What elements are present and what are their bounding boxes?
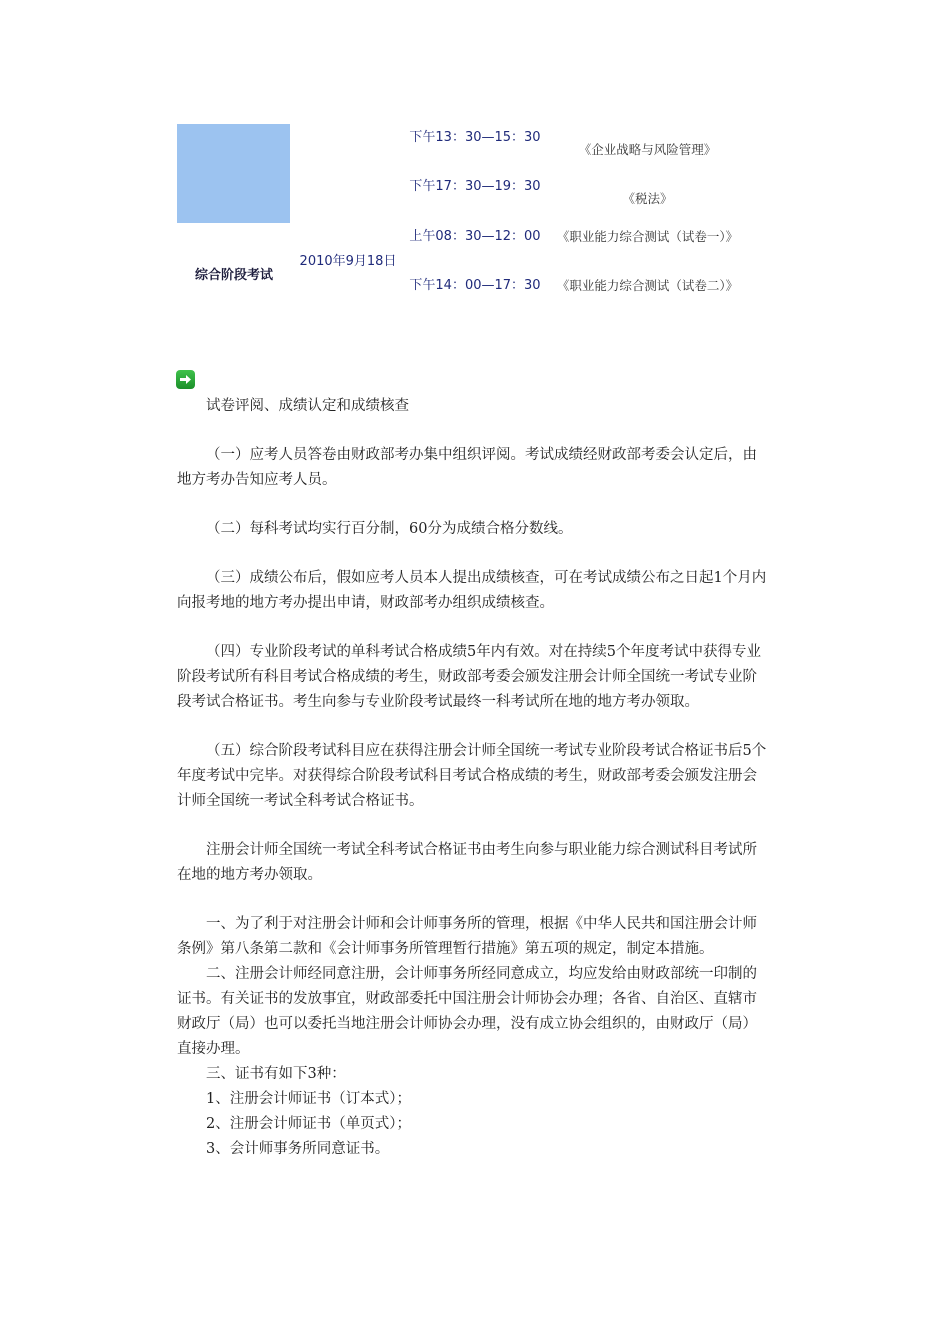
list-item: 1、注册会计师证书（订本式）； [206,1091,411,1107]
paragraph: （五）综合阶段考试科目应在获得注册会计师全国统一考试专业阶段考试合格证书后5个年度考试中完毕。对获得综合阶段考试科目考试合格成绩的考生，财政部考委会颁发注册会计师全国统一考试全科考试合格证书。 [177,743,767,809]
schedule-time: 下午17：30—19：30 [409,179,541,194]
paragraph: （一）应考人员答卷由财政部考办集中组织评阅。考试成绩经财政部考委会认定后，由地方考办告知应考人员。 [177,447,757,488]
paragraph: （二）每科考试均实行百分制，60分为成绩合格分数线。 [206,521,573,537]
list-item: 2、注册会计师证书（单页式）； [206,1116,411,1132]
schedule-subject: 《职业能力综合测试（试卷二）》 [556,278,739,293]
exam-stage-label: 综合阶段考试 [194,268,273,283]
section-title: 试卷评阅、成绩认定和成绩核查 [206,398,409,414]
image-placeholder [177,124,290,223]
paragraph: （四）专业阶段考试的单科考试合格成绩5年内有效。对在持续5个年度考试中获得专业阶段考试所有科目考试合格成绩的考生，财政部考委会颁发注册会计师全国统一考试专业阶段考试合格证书。考生向参与专业阶段考试最终一科考试所在地的地方考办领取。 [177,644,761,710]
schedule-time: 下午14：00—17：30 [409,278,541,293]
list-item: 3、会计师事务所同意证书。 [206,1141,390,1157]
paragraph: 一、为了利于对注册会计师和会计师事务所的管理，根据《中华人民共和国注册会计师条例》第八条第二款和《会计师事务所管理暂行措施》第五项的规定，制定本措施。 [177,916,757,957]
arrow-right-icon[interactable] [176,370,195,389]
schedule-subject: 《企业战略与风险管理》 [578,142,717,157]
schedule-subject: 《职业能力综合测试（试卷一）》 [556,229,739,244]
paragraph: 二、注册会计师经同意注册，会计师事务所经同意成立，均应发给由财政部统一印制的证书。有关证书的发放事宜，财政部委托中国注册会计师协会办理；各省、自治区、直辖市财政厅（局）也可以委托当地注册会计师协会办理，没有成立协会组织的，由财政厅（局）直接办理。 [177,966,757,1057]
schedule-subject: 《税法》 [622,191,673,206]
schedule-time: 上午08：30—12：00 [409,229,541,244]
paragraph: 三、证书有如下3种： [206,1066,346,1082]
document-body [177,394,767,1162]
paragraph: 注册会计师全国统一考试全科考试合格证书由考生向参与职业能力综合测试科目考试所在地的地方考办领取。 [177,842,757,883]
exam-date: 2010年9月18日 [299,254,397,269]
schedule-time: 下午13：30—15：30 [409,130,541,145]
paragraph: （三）成绩公布后，假如应考人员本人提出成绩核查，可在考试成绩公布之日起1个月内向报考地的地方考办提出申请，财政部考办组织成绩核查。 [177,570,767,611]
